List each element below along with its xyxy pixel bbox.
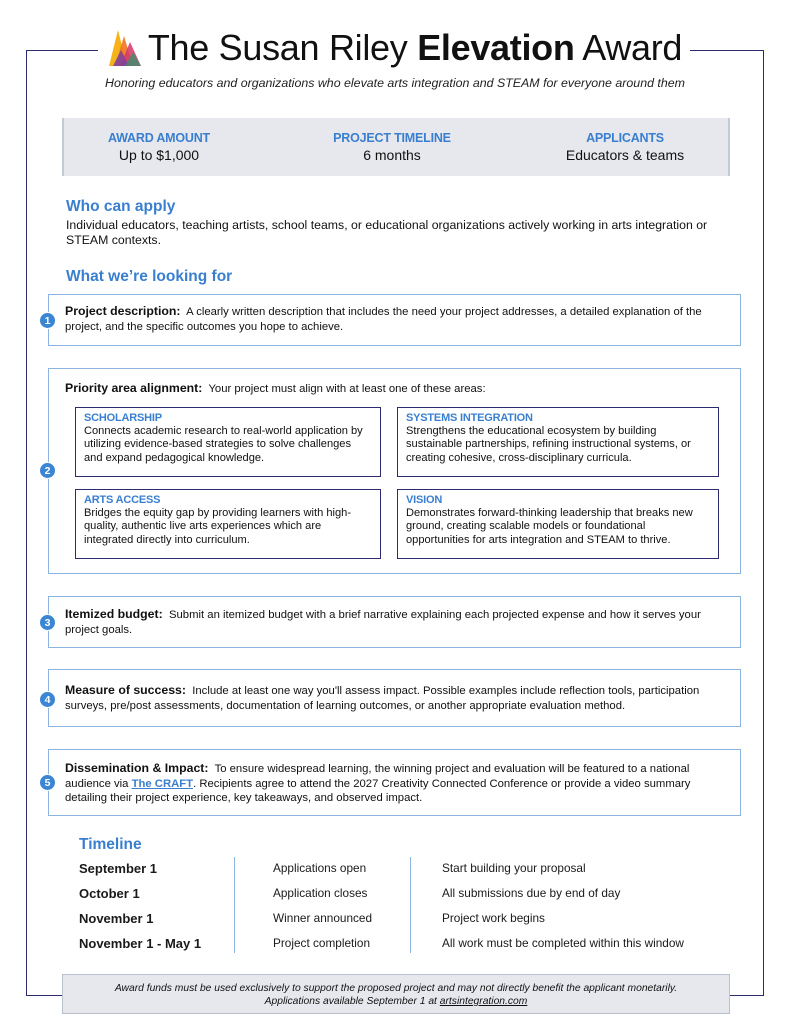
step-number-2: 2: [39, 462, 56, 479]
card-priority-area-alignment: Priority area alignment: Your project must align with at least one of these areas:: [48, 368, 741, 574]
card-dissemination-impact: Dissemination & Impact: To ensure widespread learning, the winning project and evaluation will be featured to a national audience via The CRAFT. Recipients agree to attend the 2027 Creativity Connected Conference or provide a video summary detailing their project experience, key takeaways, and observed impact.: [48, 749, 741, 816]
timeline-row: October 1 Application closes All submissions due by end of day: [79, 886, 621, 901]
applicants: APPLICANTS Educators & teams: [565, 131, 685, 163]
area-systems-integration: SYSTEMS INTEGRATION Strengthens the educational ecosystem by building sustainable partnerships, refining instructional systems, or creating cohesive, cross-disciplinary curricula.: [397, 407, 719, 477]
card-project-description: Project description: A clearly written description that includes the need your project addresses, a detailed explanation of the project, and the specific outcomes you hope to achieve.: [48, 294, 741, 346]
mountain-logo-icon: [108, 28, 142, 68]
title-row: [100, 28, 690, 68]
step-number-1: 1: [39, 312, 56, 329]
award-info-box: [62, 118, 730, 176]
header: [0, 28, 790, 73]
step-number-5: 5: [39, 774, 56, 791]
who-can-apply-text: Individual educators, teaching artists, school teams, or educational organizations actively working in arts integration or STEAM contexts.: [66, 218, 708, 247]
area-scholarship: SCHOLARSHIP Connects academic research to real-world application by utilizing evidence-based strategies to solve challenges and expand pedagogical knowledge.: [75, 407, 381, 477]
timeline-row: September 1 Applications open Start building your proposal: [79, 861, 586, 876]
timeline-row: November 1 Winner announced Project work begins: [79, 911, 545, 926]
step-number-4: 4: [39, 691, 56, 708]
the-craft-link[interactable]: The CRAFT: [131, 777, 194, 790]
project-timeline: PROJECT TIMELINE 6 months: [333, 131, 451, 163]
award-amount: AWARD AMOUNT Up to $1,000: [108, 131, 210, 163]
area-vision: VISION Demonstrates forward-thinking leadership that breaks new ground, creating scalable models or foundational opportunities for arts integration and STEAM to thrive.: [397, 489, 719, 559]
timeline-row: November 1 - May 1 Project completion All work must be completed within this window: [79, 936, 684, 951]
footer-note: Award funds must be used exclusively to support the proposed project and may not directly benefit the applicant monetarily. Applications available September 1 at artsintegration.com: [62, 974, 730, 1014]
timeline-heading: Timeline: [79, 836, 142, 853]
step-number-3: 3: [39, 614, 56, 631]
who-can-apply-heading: Who can apply: [66, 198, 176, 215]
artsintegration-link[interactable]: artsintegration.com: [439, 996, 528, 1007]
looking-for-heading: What we’re looking for: [66, 268, 233, 285]
card-measure-of-success: Measure of success: Include at least one way you'll assess impact. Possible examples include reflection tools, participation surveys, pre/post assessments, documentation of learning outcomes, or another appropriate evaluation method.: [48, 669, 741, 727]
card-itemized-budget: Itemized budget: Submit an itemized budget with a brief narrative explaining each projected expense and how it serves your project goals.: [48, 596, 741, 648]
area-arts-access: ARTS ACCESS Bridges the equity gap by providing learners with high-quality, authentic live arts experiences which are integrated directly into curriculum.: [75, 489, 381, 559]
page-title: The Susan Riley Elevation Award: [147, 27, 683, 68]
page-subtitle: Honoring educators and organizations who elevate arts integration and STEAM for everyone around them: [105, 76, 685, 90]
